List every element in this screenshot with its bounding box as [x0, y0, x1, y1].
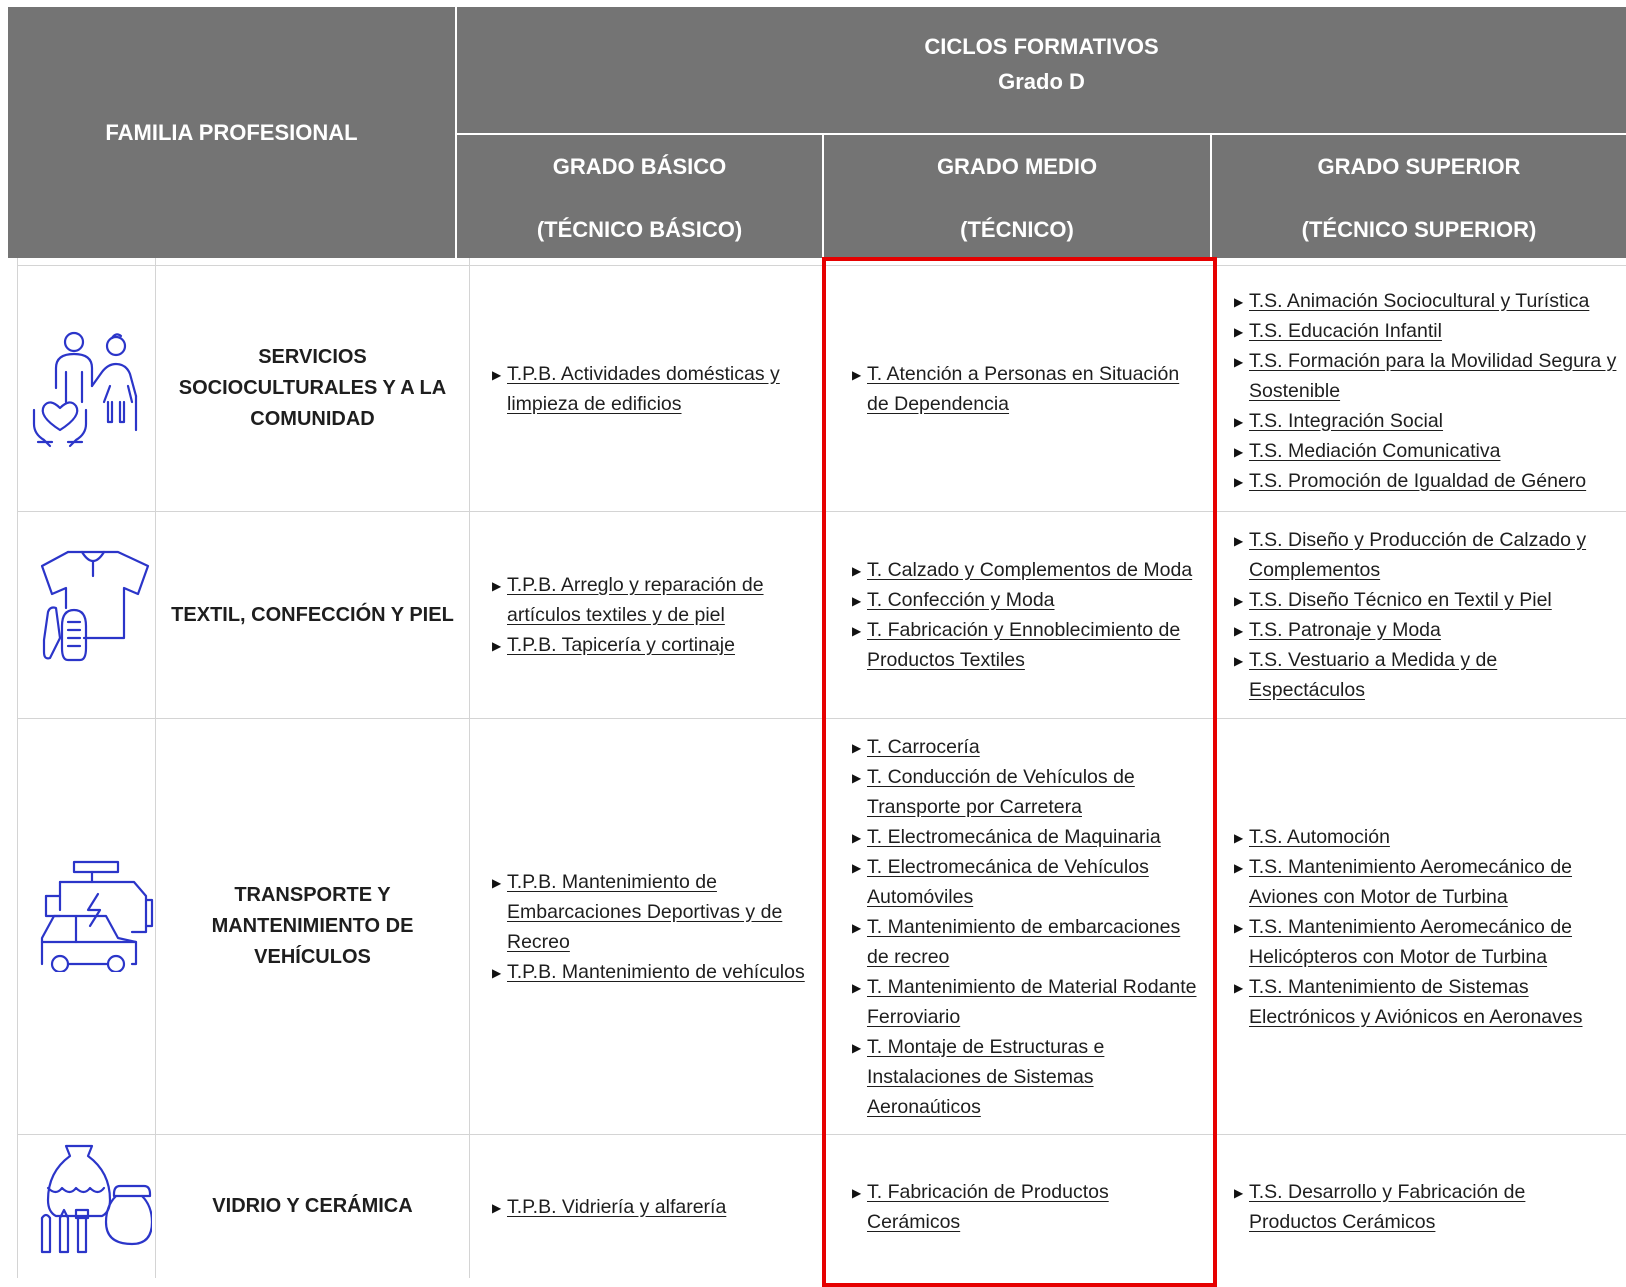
- list-item: [1237, 406, 1626, 436]
- ciclo-link[interactable]: T.P.B. Arreglo y reparación de artículos textiles y de piel: [507, 574, 764, 626]
- header-grado-superior-sub: (TÉCNICO SUPERIOR): [1301, 217, 1537, 242]
- ciclo-link[interactable]: T. Conducción de Vehículos de Transporte por Carretera: [867, 765, 1135, 818]
- header-familia-profesional: [8, 7, 455, 258]
- ciclo-link[interactable]: T. Fabricación de Productos Cerámicos: [867, 1180, 1109, 1233]
- familia-label: SERVICIOS SOCIOCULTURALES Y A LA COMUNIDAD: [178, 346, 447, 430]
- grid-line: [469, 258, 470, 1278]
- ciclo-link[interactable]: T.P.B. Actividades domésticas y limpieza de edificios: [507, 362, 780, 415]
- familia-label: TEXTIL, CONFECCIÓN Y PIEL: [171, 603, 454, 626]
- ciclo-link[interactable]: T. Calzado y Complementos de Moda: [867, 559, 1193, 581]
- list-item: [855, 912, 1200, 972]
- familia-servicios-socioculturales: [160, 266, 465, 511]
- header-grado-superior-title: GRADO SUPERIOR: [1317, 154, 1521, 179]
- list-item: [1237, 822, 1607, 852]
- ciclo-link[interactable]: T.S. Vestuario a Medida y de Espectáculos: [1249, 649, 1498, 701]
- ciclo-link[interactable]: T.S. Diseño y Producción de Calzado y Complementos: [1249, 529, 1587, 581]
- list-item: [855, 762, 1200, 822]
- list-item: [1237, 615, 1617, 645]
- elderly-care-icon: [30, 330, 145, 448]
- list-item: [1237, 912, 1607, 972]
- list-item: [1237, 286, 1626, 316]
- ciclo-link[interactable]: T. Atención a Personas en Situación de Dependencia: [867, 362, 1180, 415]
- list-item: [1237, 1177, 1567, 1237]
- ciclo-link[interactable]: T.S. Animación Sociocultural y Turística: [1249, 289, 1590, 312]
- familia-transporte: [160, 719, 465, 1134]
- ciclo-link[interactable]: T.S. Diseño Técnico en Textil y Piel: [1249, 589, 1552, 611]
- ciclo-link[interactable]: T. Montaje de Estructuras e Instalaciones de Sistemas Aeronaúticos: [867, 1035, 1105, 1118]
- basico-list: [495, 266, 815, 511]
- header-ciclos-title: CICLOS FORMATIVOS: [924, 34, 1159, 59]
- shirt-shoe-icon: [38, 548, 153, 664]
- header-grado-basico-title: GRADO BÁSICO: [552, 154, 727, 179]
- list-item: [495, 359, 815, 419]
- list-item: [855, 972, 1200, 1032]
- header-grado-superior: [1212, 135, 1626, 258]
- medio-list: [855, 719, 1200, 1134]
- basico-list: [495, 512, 815, 718]
- header-grado-medio-title: GRADO MEDIO: [936, 154, 1098, 179]
- list-item: [855, 615, 1205, 675]
- ciclo-link[interactable]: T. Mantenimiento de embarcaciones de recreo: [867, 915, 1181, 968]
- superior-list: [1237, 270, 1626, 511]
- superior-list: [1237, 719, 1607, 1134]
- list-item: [1237, 436, 1626, 466]
- ciclo-link[interactable]: T. Fabricación y Ennoblecimiento de Productos Textiles: [867, 619, 1181, 671]
- list-item: [1237, 972, 1607, 1032]
- ciclo-link[interactable]: T. Mantenimiento de Material Rodante Ferroviario: [867, 975, 1197, 1028]
- list-item: [855, 359, 1200, 419]
- ciclo-link[interactable]: T.S. Mantenimiento Aeromecánico de Helicópteros con Motor de Turbina: [1249, 915, 1573, 968]
- list-item: [855, 585, 1205, 615]
- list-item: [855, 555, 1205, 585]
- grid-line: [17, 258, 18, 1278]
- ciclo-link[interactable]: T. Electromecánica de Maquinaria: [867, 825, 1161, 848]
- familia-label: VIDRIO Y CERÁMICA: [212, 1195, 413, 1217]
- medio-list: [855, 266, 1200, 511]
- ciclo-link[interactable]: T.P.B. Mantenimiento de Embarcaciones Deportivas y de Recreo: [507, 870, 783, 953]
- ciclo-link[interactable]: T.S. Patronaje y Moda: [1249, 619, 1441, 641]
- ciclo-link[interactable]: T.S. Promoción de Igualdad de Género: [1249, 469, 1587, 492]
- familia-label: TRANSPORTE Y MANTENIMIENTO DE VEHÍCULOS: [211, 884, 414, 968]
- ciclo-link[interactable]: T.S. Formación para la Movilidad Segura y Sostenible: [1249, 349, 1617, 402]
- engine-car-icon: [36, 860, 154, 972]
- basico-list: [495, 1135, 815, 1278]
- familia-vidrio: [160, 1135, 465, 1278]
- list-item: [855, 1177, 1155, 1237]
- grid-line: [155, 258, 156, 1278]
- list-item: [495, 867, 815, 957]
- list-item: [1237, 852, 1607, 912]
- list-item: [1237, 346, 1626, 406]
- ciclo-link[interactable]: T.P.B. Mantenimiento de vehículos: [507, 960, 805, 983]
- ciclo-link[interactable]: T.S. Educación Infantil: [1249, 319, 1442, 342]
- list-item: [1237, 466, 1626, 496]
- pottery-icon: [36, 1144, 152, 1256]
- ciclo-link[interactable]: T.S. Mantenimiento Aeromecánico de Aviones con Motor de Turbina: [1249, 855, 1573, 908]
- list-item: [495, 570, 815, 630]
- list-item: [855, 1032, 1200, 1122]
- list-item: [855, 852, 1200, 912]
- header-grado-basico-sub: (TÉCNICO BÁSICO): [536, 217, 743, 242]
- list-item: [1237, 585, 1617, 615]
- familia-textil: [160, 512, 465, 718]
- list-item: [855, 732, 1200, 762]
- ciclo-link[interactable]: T.S. Integración Social: [1249, 409, 1444, 432]
- ciclo-link[interactable]: T. Confección y Moda: [867, 589, 1055, 611]
- header-ciclos-formativos: [457, 7, 1626, 133]
- medio-list: [855, 1135, 1155, 1278]
- ciclo-link[interactable]: T.S. Mantenimiento de Sistemas Electrónicos y Aviónicos en Aeronaves: [1249, 975, 1583, 1028]
- ciclo-link[interactable]: T.P.B. Tapicería y cortinaje: [507, 634, 735, 656]
- basico-list: [495, 719, 815, 1134]
- ciclo-link[interactable]: T.S. Automoción: [1249, 825, 1390, 848]
- header-grado-medio-sub: (TÉCNICO): [960, 217, 1074, 242]
- ciclo-link[interactable]: T. Carrocería: [867, 735, 980, 758]
- list-item: [1237, 645, 1617, 705]
- header-grado-medio: [824, 135, 1210, 258]
- list-item: [495, 1192, 815, 1222]
- ciclo-link[interactable]: T.P.B. Vidriería y alfarería: [507, 1195, 727, 1218]
- ciclo-link[interactable]: T.S. Mediación Comunicativa: [1249, 439, 1501, 462]
- ciclo-link[interactable]: T.S. Desarrollo y Fabricación de Productos Cerámicos: [1249, 1180, 1526, 1233]
- header-grado-basico: [457, 135, 822, 258]
- list-item: [495, 957, 815, 987]
- list-item: [855, 822, 1200, 852]
- superior-list: [1237, 512, 1617, 718]
- list-item: [1237, 316, 1626, 346]
- list-item: [1237, 525, 1617, 585]
- medio-list: [855, 512, 1205, 718]
- ciclo-link[interactable]: T. Electromecánica de Vehículos Automóviles: [867, 855, 1149, 908]
- header-ciclos-subtitle: Grado D: [998, 69, 1085, 94]
- superior-list: [1237, 1135, 1567, 1278]
- list-item: [495, 630, 815, 660]
- header-familia-label: FAMILIA PROFESIONAL: [105, 119, 358, 145]
